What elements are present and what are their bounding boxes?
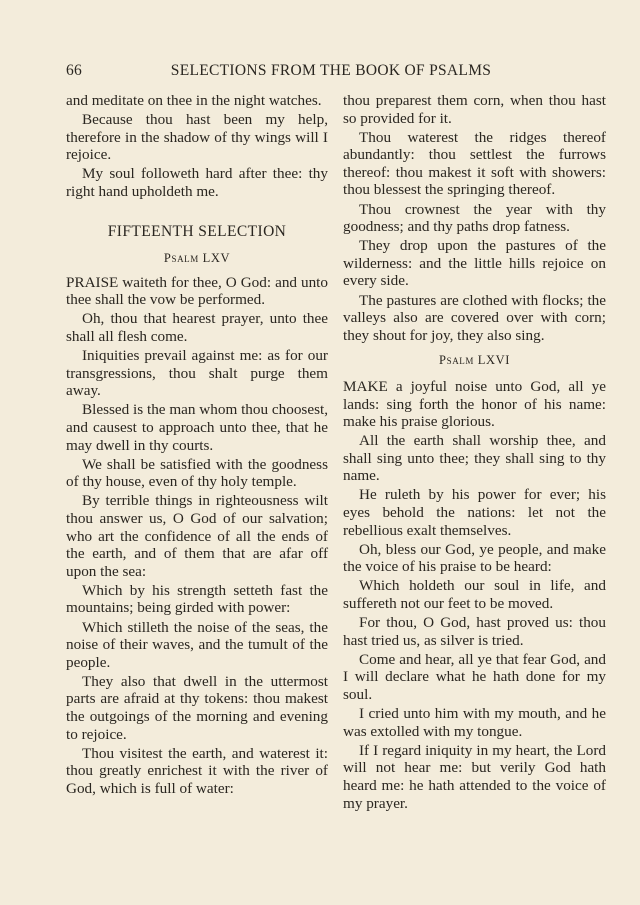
left-column: [66, 92, 328, 799]
paragraph: Oh, bless our God, ye people, and make the voice of his praise to be heard:: [343, 540, 606, 576]
paragraph: MAKE a joyful noise unto God, all ye lands: sing forth the honor of his name: make his praise glorious.: [343, 377, 606, 431]
paragraph: Thou waterest the ridges thereof abundantly: thou settlest the furrows thereof: thou makest it soft with showers: thou blessest the springing thereof.: [343, 128, 606, 199]
page-number: 66: [66, 62, 83, 79]
psalm-heading: Psalm LXVI: [439, 353, 510, 368]
running-title: SELECTIONS FROM THE BOOK OF PSALMS: [170, 62, 492, 79]
paragraph: By terrible things in righteousness wilt thou answer us, O God of our salvation; who art the confidence of all the ends of the earth, and of them that are afar off upon the sea:: [66, 492, 328, 580]
paragraph: Which stilleth the noise of the seas, the noise of their waves, and the tumult of the people.: [66, 618, 328, 671]
paragraph: Which by his strength setteth fast the mountains; being girded with power:: [66, 581, 328, 617]
paragraph: Iniquities prevail against me: as for our transgressions, thou shalt purge them away.: [66, 347, 328, 400]
psalm-heading: Psalm LXV: [163, 251, 231, 266]
paragraph: Because thou hast been my help, therefore in the shadow of thy wings will I rejoice.: [66, 111, 328, 164]
paragraph: PRAISE waiteth for thee, O God: and unto thee shall the vow be performed.: [66, 273, 328, 309]
paragraph: thou preparest them corn, when thou hast so provided for it.: [343, 92, 606, 127]
paragraph: For thou, O God, hast proved us: thou hast tried us, as silver is tried.: [343, 614, 606, 649]
paragraph: Blessed is the man whom thou choosest, and causest to approach unto thee, that he may dwell in thy courts.: [66, 401, 328, 454]
paragraph: Which holdeth our soul in life, and suffereth not our feet to be moved.: [343, 577, 606, 613]
paragraph: and meditate on thee in the night watches.: [66, 92, 322, 109]
paragraph: All the earth shall worship thee, and shall sing unto thee; they shall sing to thy name.: [343, 432, 606, 485]
paragraph: He ruleth by his power for ever; his eyes behold the nations: let not the rebellious exalt themselves.: [343, 486, 606, 539]
paragraph: Oh, thou that hearest prayer, unto thee shall all flesh come.: [66, 310, 328, 346]
paragraph: I cried unto him with my mouth, and he was extolled with my tongue.: [343, 705, 606, 740]
paragraph: My soul followeth hard after thee: thy right hand upholdeth me.: [66, 165, 328, 200]
paragraph: If I regard iniquity in my heart, the Lord will not hear me: but verily God hath heard me: he hath attended to the voice of my prayer.: [343, 741, 606, 812]
paragraph: They also that dwell in the uttermost parts are afraid at thy tokens: thou makest the outgoings of the morning and evening to rejoice.: [66, 672, 328, 743]
paragraph: Come and hear, all ye that fear God, and I will declare what he hath done for my soul.: [343, 650, 606, 703]
paragraph: We shall be satisfied with the goodness of thy house, even of thy holy temple.: [66, 455, 328, 491]
paragraph: Thou crownest the year with thy goodness; and thy paths drop fatness.: [343, 200, 606, 236]
paragraph: Thou visitest the earth, and waterest it: thou greatly enrichest it with the river of God, which is full of water:: [66, 744, 328, 797]
paragraph: They drop upon the pastures of the wilderness: and the little hills rejoice on every side.: [343, 237, 606, 290]
selection-title: FIFTEENTH SELECTION: [107, 222, 287, 240]
paragraph: The pastures are clothed with flocks; the valleys also are covered over with corn; they shout for joy, they also sing.: [343, 291, 606, 344]
right-column: [343, 92, 606, 814]
